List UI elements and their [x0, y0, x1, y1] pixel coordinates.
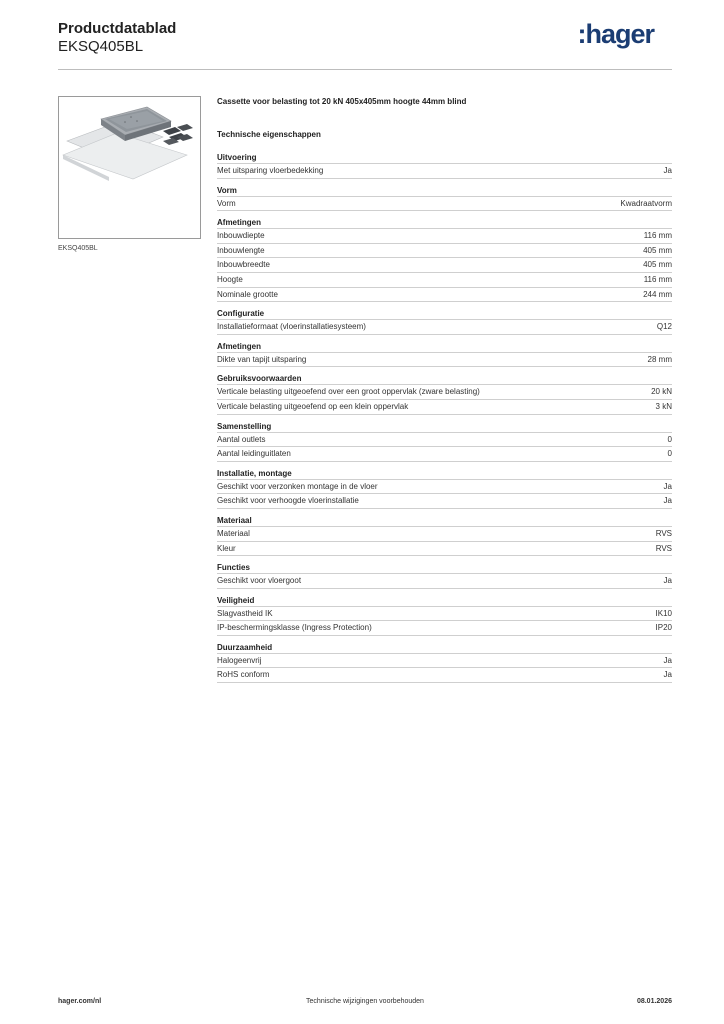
property-label: Inbouwdiepte	[217, 231, 265, 241]
property-row	[217, 288, 672, 303]
property-value: RVS	[655, 543, 672, 553]
property-row	[217, 229, 672, 244]
property-section	[217, 595, 672, 636]
property-row	[217, 197, 672, 212]
section-title: Vorm	[217, 185, 672, 197]
document-header	[58, 20, 672, 70]
property-section	[217, 308, 672, 335]
floor-cassette-illustration	[59, 97, 200, 238]
property-value: IK10	[655, 608, 672, 618]
property-value: 116 mm	[643, 274, 672, 284]
property-value: Ja	[663, 496, 672, 506]
property-label: Vorm	[217, 198, 236, 208]
property-label: Halogeenvrij	[217, 655, 262, 665]
property-label: Geschikt voor verhoogde vloerinstallatie	[217, 496, 359, 506]
property-value: 0	[667, 449, 672, 459]
property-row	[217, 654, 672, 669]
property-value: RVS	[655, 528, 672, 538]
section-title: Afmetingen	[217, 341, 672, 353]
property-value: Ja	[663, 576, 672, 586]
property-label: RoHS conform	[217, 670, 270, 680]
product-image	[58, 96, 201, 239]
document-title: Productdatablad	[58, 20, 177, 37]
property-value: 405 mm	[643, 245, 672, 255]
property-label: Verticale belasting uitgeoefend op een klein oppervlak	[217, 401, 409, 411]
property-label: Nominale grootte	[217, 289, 278, 299]
property-label: IP-beschermingsklasse (Ingress Protection)	[217, 623, 372, 633]
property-value: 3 kN	[655, 401, 672, 411]
property-row	[217, 494, 672, 509]
document-footer	[58, 998, 672, 1012]
property-value: 20 kN	[651, 387, 672, 397]
property-value: Ja	[663, 481, 672, 491]
property-row	[217, 480, 672, 495]
property-row	[217, 164, 672, 179]
product-specification	[217, 96, 672, 683]
property-value: 0	[667, 434, 672, 444]
property-label: Aantal leidinguitlaten	[217, 449, 291, 459]
property-value: Ja	[663, 670, 672, 680]
property-row	[217, 447, 672, 462]
property-row	[217, 542, 672, 557]
property-label: Installatieformaat (vloerinstallatiesysteem)	[217, 322, 366, 332]
section-title: Gebruiksvoorwaarden	[217, 373, 672, 385]
property-section	[217, 341, 672, 368]
product-description: Cassette voor belasting tot 20 kN 405x405mm hoogte 44mm blind	[217, 97, 467, 106]
image-caption: EKSQ405BL	[58, 245, 98, 252]
section-title: Installatie, montage	[217, 468, 672, 480]
section-title: Duurzaamheid	[217, 642, 672, 654]
property-value: 28 mm	[647, 354, 672, 364]
section-title: Functies	[217, 562, 672, 574]
section-title: Afmetingen	[217, 217, 672, 229]
footer-website-link[interactable]: hager.com/nl	[58, 998, 102, 1005]
property-section	[217, 642, 672, 683]
property-sections	[217, 152, 672, 683]
property-label: Dikte van tapijt uitsparing	[217, 354, 307, 364]
property-value: Q12	[656, 322, 672, 332]
property-section	[217, 421, 672, 462]
property-row	[217, 273, 672, 288]
property-label: Met uitsparing vloerbedekking	[217, 166, 324, 175]
property-label: Inbouwbreedte	[217, 260, 270, 270]
section-title: Configuratie	[217, 308, 672, 320]
hager-logo: :hager	[577, 19, 654, 49]
property-row	[217, 574, 672, 589]
property-label: Hoogte	[217, 274, 243, 284]
property-label: Inbouwlengte	[217, 245, 265, 255]
property-label: Verticale belasting uitgeoefend over een groot oppervlak (zware belasting)	[217, 387, 480, 397]
property-label: Aantal outlets	[217, 434, 266, 444]
property-row	[217, 607, 672, 622]
property-label: Kleur	[217, 543, 236, 553]
property-section	[217, 468, 672, 509]
property-value: 405 mm	[643, 260, 672, 270]
footer-date: 08.01.2026	[636, 998, 672, 1005]
property-row	[217, 385, 672, 400]
property-section	[217, 515, 672, 556]
properties-heading: Technische eigenschappen	[217, 130, 321, 139]
property-row	[217, 668, 672, 683]
property-value: Ja	[663, 166, 672, 175]
property-row	[217, 244, 672, 259]
property-value: 116 mm	[643, 231, 672, 241]
property-label: Slagvastheid IK	[217, 608, 273, 618]
property-value: 244 mm	[643, 289, 672, 299]
property-value: IP20	[655, 623, 672, 633]
property-section	[217, 217, 672, 302]
property-section	[217, 185, 672, 212]
property-row	[217, 258, 672, 273]
property-label: Geschikt voor verzonken montage in de vloer	[217, 481, 378, 491]
property-row	[217, 353, 672, 368]
section-title: Uitvoering	[217, 152, 672, 164]
product-code: EKSQ405BL	[58, 38, 144, 55]
property-label: Geschikt voor vloergoot	[217, 576, 302, 586]
section-title: Samenstelling	[217, 421, 672, 433]
property-label: Materiaal	[217, 528, 250, 538]
property-section	[217, 152, 672, 179]
property-row	[217, 527, 672, 542]
property-value: Ja	[663, 655, 672, 665]
property-row	[217, 433, 672, 448]
footer-disclaimer: Technische wijzigingen voorbehouden	[306, 998, 424, 1005]
property-value: Kwadraatvorm	[620, 198, 672, 208]
section-title: Materiaal	[217, 515, 672, 527]
property-row	[217, 320, 672, 335]
property-row	[217, 621, 672, 636]
property-row	[217, 400, 672, 415]
property-section	[217, 373, 672, 414]
property-section	[217, 562, 672, 589]
section-title: Veiligheid	[217, 595, 672, 607]
